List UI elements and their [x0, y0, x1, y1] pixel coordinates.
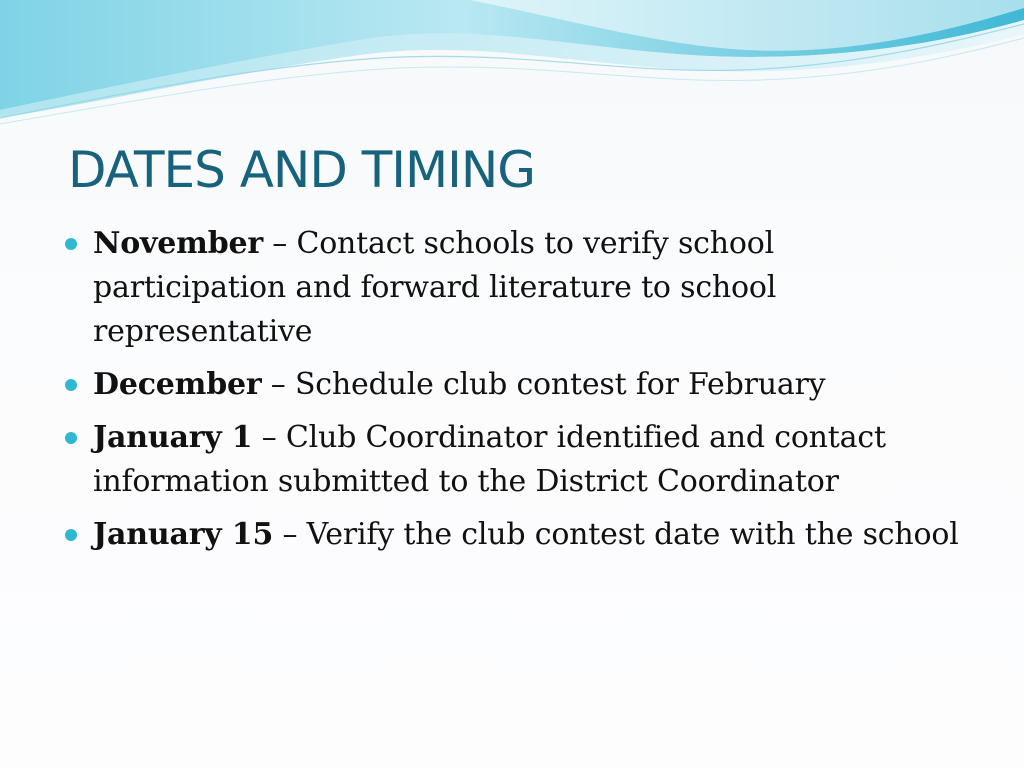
bullet-text: – Club Coordinator identified and contact information submitted to the District Coordinator — [93, 420, 886, 499]
decorative-wave-header — [0, 0, 1024, 130]
bullet-label: November — [93, 226, 263, 261]
bullet-item-january-15 — [60, 513, 960, 557]
bullet-label: January 15 — [93, 517, 274, 552]
bullet-dot-icon — [65, 238, 77, 250]
bullet-label: January 1 — [93, 420, 253, 455]
bullet-item-january-1 — [60, 416, 960, 504]
bullet-text: – Schedule club contest for February — [261, 367, 826, 402]
bullet-item-december — [60, 363, 960, 407]
slide-title: DATES AND TIMING — [68, 141, 536, 199]
bullet-text: – Contact schools to verify school participation and forward literature to school representative — [93, 226, 777, 349]
bullet-text: – Verify the club contest date with the school — [273, 517, 959, 552]
bullet-label: December — [93, 367, 262, 402]
bullet-dot-icon — [65, 432, 77, 444]
bullet-dot-icon — [65, 529, 77, 541]
bullet-dot-icon — [65, 379, 77, 391]
bullet-item-november — [60, 222, 960, 354]
bullet-list — [60, 222, 960, 566]
